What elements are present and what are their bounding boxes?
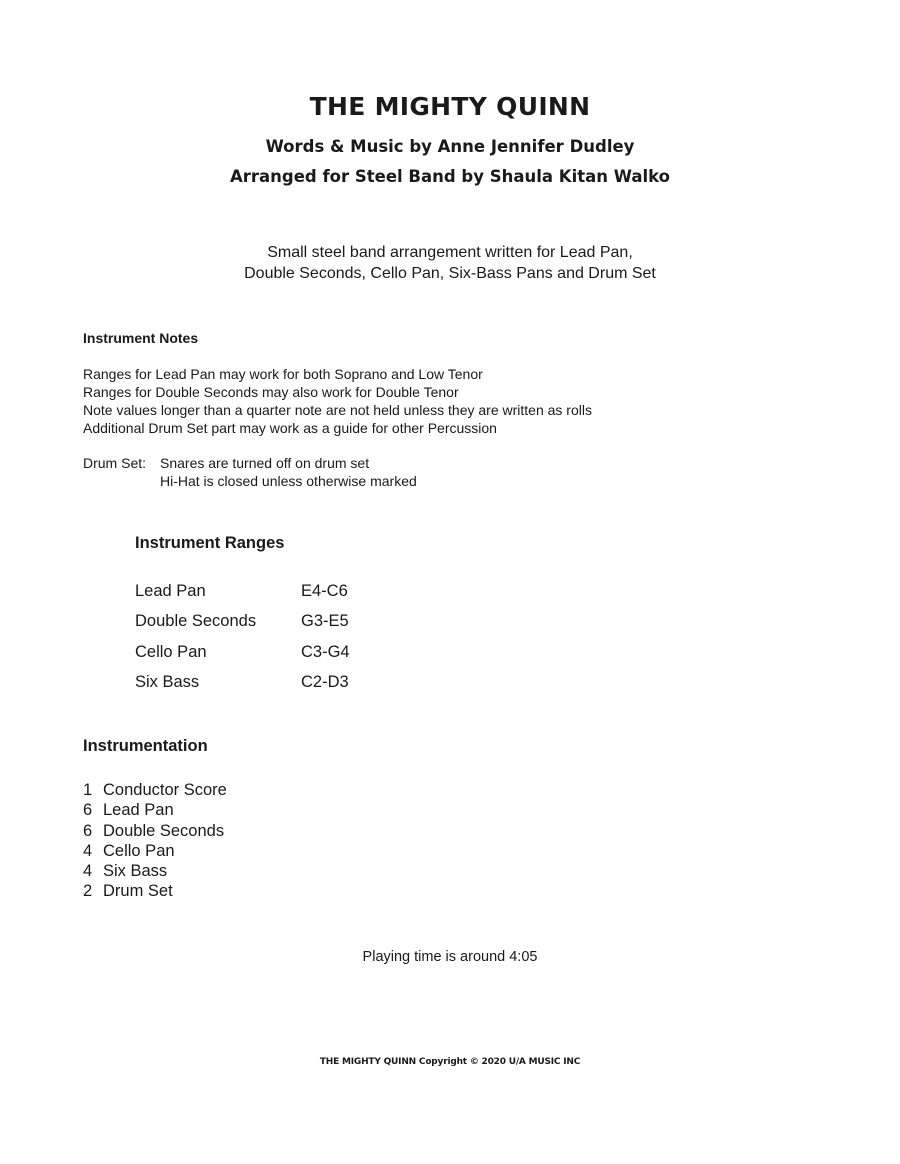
copyright-footer: THE MIGHTY QUINN Copyright © 2020 U/A MUSIC INC: [319, 1057, 581, 1067]
range-instrument: Lead Pan: [135, 581, 206, 600]
range-instrument: Cello Pan: [135, 642, 207, 661]
drum-set-note: Hi-Hat is closed unless otherwise marked: [160, 473, 417, 489]
drum-set-label: Drum Set:: [83, 455, 147, 471]
drum-set-note: Snares are turned off on drum set: [160, 455, 370, 471]
description-line: Double Seconds, Cello Pan, Six-Bass Pans and Drum Set: [244, 265, 656, 282]
part-count: 6: [83, 801, 93, 820]
range-instrument: Double Seconds: [135, 612, 257, 631]
part-count: 4: [83, 841, 93, 860]
range-value: C2-D3: [301, 673, 349, 692]
part-name: Six Bass: [103, 862, 168, 881]
instrumentation-heading: Instrumentation: [83, 737, 208, 755]
range-value: C3-G4: [301, 642, 350, 661]
instrumentation-row: [83, 881, 227, 901]
range-instrument: Six Bass: [135, 673, 200, 692]
range-value: E4-C6: [301, 581, 348, 600]
note-line: Ranges for Double Seconds may also work for Double Tenor: [83, 384, 459, 400]
instrumentation-row: [83, 800, 227, 820]
note-line: Ranges for Lead Pan may work for both Soprano and Low Tenor: [83, 366, 483, 382]
arranger-credit: Arranged for Steel Band by Shaula Kitan Walko: [229, 167, 671, 186]
drum-set-row: [83, 454, 417, 472]
part-name: Cello Pan: [103, 841, 175, 860]
document-title: THE MIGHTY QUINN: [309, 92, 591, 121]
instrumentation-row: [83, 861, 227, 881]
instrument-notes-list: [83, 365, 592, 437]
range-row: [135, 668, 350, 699]
arrangement-description: [0, 242, 900, 284]
note-line: Note values longer than a quarter note are not held unless they are written as rolls: [83, 402, 592, 418]
drum-set-notes: [83, 454, 417, 490]
range-row: [135, 637, 350, 668]
instrument-ranges-heading: Instrument Ranges: [135, 534, 285, 552]
instrumentation-row: [83, 841, 227, 861]
note-line: Additional Drum Set part may work as a guide for other Percussion: [83, 420, 497, 436]
part-name: Drum Set: [103, 882, 173, 901]
instrumentation-row: [83, 821, 227, 841]
part-name: Lead Pan: [103, 801, 174, 820]
part-name: Conductor Score: [103, 781, 227, 799]
description-line: Small steel band arrangement written for Lead Pan,: [267, 244, 633, 261]
instrumentation-row: [83, 780, 227, 800]
part-count: 2: [83, 882, 93, 901]
instrument-ranges-table: [135, 576, 350, 698]
instrumentation-list: [83, 780, 227, 902]
part-count: 4: [83, 862, 93, 881]
range-row: [135, 607, 350, 638]
part-name: Double Seconds: [103, 821, 225, 840]
part-count: 6: [83, 821, 93, 840]
part-count: 1: [83, 781, 93, 799]
instrument-notes-heading: Instrument Notes: [83, 330, 199, 346]
range-value: G3-E5: [301, 612, 349, 631]
composer-credit: Words & Music by Anne Jennifer Dudley: [265, 137, 635, 156]
playing-time: Playing time is around 4:05: [362, 949, 538, 965]
range-row: [135, 576, 350, 607]
